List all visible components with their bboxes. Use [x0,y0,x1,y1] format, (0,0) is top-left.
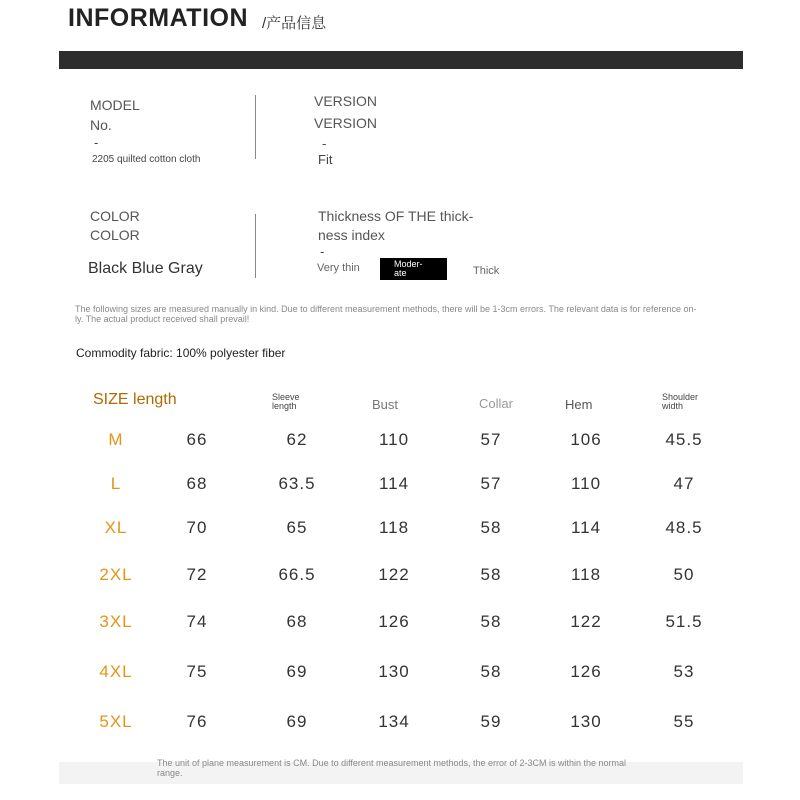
version-label: VERSION [314,93,378,109]
size-cell: L [110,474,122,493]
collar-header: Collar [479,396,513,411]
length-cell: 74 [186,612,208,631]
unit-note-line-2: range. [157,768,183,778]
sleeve-header-1: Sleeve [272,392,300,402]
model-value: 2205 quilted cotton cloth [92,154,201,165]
collar-cell: 57 [480,474,502,493]
size-cell: 4XL [99,662,133,681]
bust-cell: 110 [378,430,410,449]
hem-cell: 122 [570,612,602,631]
thickness-label: Thickness OF THE thick- [318,208,474,224]
sleeve-header [272,393,300,411]
version-label-2: VERSION [314,115,378,131]
size-length-header: SIZE length [93,391,177,408]
thickness-selected-box [380,258,447,280]
model-dash: - [94,135,99,150]
thickness-label-2: ness index [318,227,385,243]
bust-cell: 122 [378,565,410,584]
length-cell: 75 [186,662,208,681]
shoulder-cell: 51.5 [665,612,703,631]
sleeve-cell: 66.5 [278,565,316,584]
divider [255,214,256,278]
bust-cell: 126 [378,612,410,631]
shoulder-header-1: Shoulder [662,392,699,402]
length-cell: 72 [186,565,208,584]
color-value: Black Blue Gray [88,260,203,277]
color-label: COLOR [90,208,140,224]
collar-cell: 59 [480,712,502,731]
size-cell: 5XL [99,712,133,731]
size-cell: 2XL [99,565,133,584]
bust-cell: 130 [378,662,410,681]
unit-note [157,758,717,778]
bust-cell: 134 [378,712,410,731]
hem-cell: 126 [570,662,602,681]
hem-cell: 118 [570,565,602,584]
length-cell: 76 [186,712,208,731]
sleeve-cell: 62 [286,430,308,449]
page-title: INFORMATION [68,4,249,32]
bust-cell: 118 [378,518,410,537]
size-cell: M [108,430,124,449]
shoulder-header [662,393,698,411]
sleeve-cell: 65 [286,518,308,537]
collar-cell: 57 [480,430,502,449]
model-label: MODEL [90,97,140,113]
sleeve-cell: 69 [286,662,308,681]
sleeve-cell: 68 [286,612,308,631]
shoulder-cell: 50 [673,565,695,584]
fabric-note: Commodity fabric: 100% polyester fiber [76,346,286,360]
collar-cell: 58 [480,565,502,584]
unit-note-line-1: The unit of plane measurement is CM. Due to different measurement methods, the error of 2-3CM is within the normal [157,758,627,768]
collar-cell: 58 [480,662,502,681]
measure-note-line-1: The following sizes are measured manually in kind. Due to different measurement methods, there will be 1-3cm errors. The relevant data is for reference on- [75,304,697,314]
sleeve-cell: 63.5 [278,474,316,493]
shoulder-header-2: width [662,401,684,411]
measure-note [75,304,755,324]
length-cell: 66 [186,430,208,449]
shoulder-cell: 55 [673,712,695,731]
thickness-thick: Thick [473,265,500,277]
hem-header: Hem [565,397,593,412]
collar-cell: 58 [480,518,502,537]
header-bar [59,51,743,69]
shoulder-cell: 53 [673,662,695,681]
thickness-moderate-1: Moder- [394,259,423,269]
measure-note-line-2: ly. The actual product received shall prevail! [75,314,250,324]
hem-cell: 110 [570,474,602,493]
size-cell: XL [104,518,128,537]
length-cell: 70 [186,518,208,537]
shoulder-cell: 47 [673,474,695,493]
sleeve-cell: 69 [286,712,308,731]
page-title-cn: /产品信息 [262,15,327,32]
hem-cell: 106 [570,430,602,449]
divider [255,95,256,159]
shoulder-cell: 48.5 [665,518,703,537]
bust-header: Bust [372,397,399,412]
shoulder-cell: 45.5 [665,430,703,449]
model-label-no: No. [90,117,112,133]
size-cell: 3XL [99,612,133,631]
version-value: Fit [318,152,333,167]
length-cell: 68 [186,474,208,493]
hem-cell: 114 [570,518,602,537]
color-label-2: COLOR [90,227,140,243]
version-dash: - [322,136,327,151]
thickness-moderate-2: ate [394,268,407,278]
collar-cell: 58 [480,612,502,631]
sleeve-header-2: length [272,401,297,411]
thickness-dash: - [320,244,325,259]
hem-cell: 130 [570,712,602,731]
thickness-very-thin: Very thin [317,262,360,274]
bust-cell: 114 [378,474,410,493]
